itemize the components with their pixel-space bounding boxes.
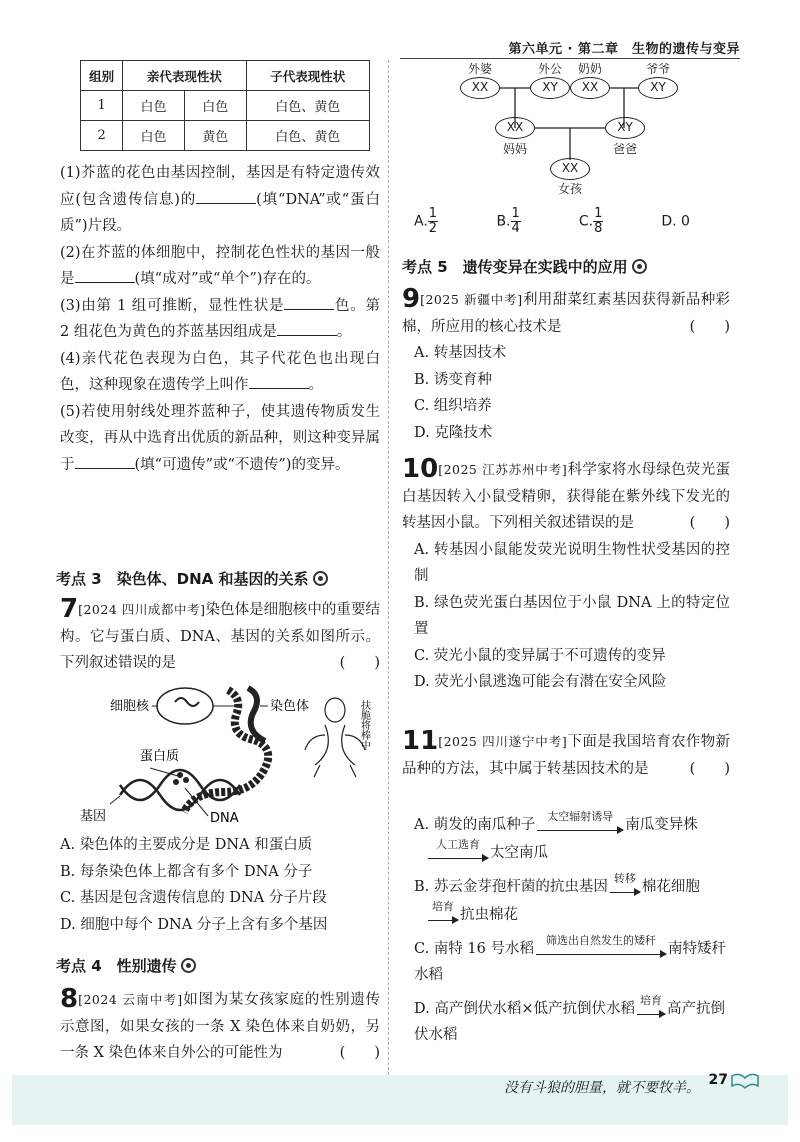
label-gene: 基因: [80, 809, 107, 824]
question-stem: 科学家将水母绿色荧光蛋白基因转入小鼠受精卵，获得能在紫外线下发光的转基因小鼠。下列相关叙述错误的是: [402, 462, 730, 531]
option-letter: D.: [661, 213, 677, 230]
question-8: [60, 986, 380, 1067]
question-7: [60, 596, 380, 677]
option-a[interactable]: A. 转基因技术: [414, 345, 507, 361]
arrow: [536, 934, 666, 962]
target-icon: [181, 958, 196, 973]
question-stem: 如图为某女孩家庭的性别遗传示意图，如果女孩的一条 X 染色体来自奶奶，另一条 X 染色体来自外公的可能性为: [60, 992, 381, 1061]
node-nvhai: XX: [550, 158, 590, 180]
option-text: 太空南瓜: [490, 845, 548, 861]
section-heading-3: [56, 568, 328, 589]
book-icon: [730, 1070, 760, 1090]
option-d[interactable]: D. 克隆技术: [414, 424, 493, 441]
option-c[interactable]: C. 荧光小鼠的变异属于不可遗传的变异: [414, 647, 666, 664]
question-stem: 利用甜菜红素基因获得新品种彩棉，所应用的核心技术是: [402, 292, 731, 335]
q6-p2-text-end: (填“成对”或“单个”)存在的。: [134, 271, 321, 287]
denominator: 8: [594, 221, 603, 236]
option-a[interactable]: [414, 810, 734, 866]
node-waigong: XY: [530, 77, 570, 99]
answer-blank[interactable]: [249, 375, 309, 389]
q6-part-5: [60, 399, 380, 479]
question-source: [2025 江苏苏州中考]: [438, 462, 568, 477]
target-icon: [632, 259, 647, 274]
section-heading-5: [402, 256, 647, 277]
cell-parent-1: 白色: [123, 121, 185, 151]
answer-blank[interactable]: [196, 190, 256, 204]
answer-paren[interactable]: ( ): [689, 760, 730, 777]
label-chromosome: 染色体: [270, 699, 310, 714]
q6-p1-text: (1)芥蓝的花色由基因控制，基因是有特定遗传效应(包含遗传信息)的: [60, 165, 380, 208]
label-waigong: 外公: [537, 62, 562, 76]
q6-p1-text-end: (填“DNA”或“蛋白质”)片段。: [60, 191, 380, 234]
arrow: [637, 994, 665, 1022]
stamp-text: 扶脆将棒中: [358, 700, 370, 750]
arrow-label: 人工选育: [436, 838, 480, 851]
protein-dot: [183, 777, 189, 783]
option-b[interactable]: B. 绿色荧光蛋白基因位于小鼠 DNA 上的特定位置: [414, 594, 730, 637]
table-header-child: 子代表现性状: [246, 61, 369, 91]
question-number: 10: [402, 454, 439, 484]
numerator: 1: [594, 206, 603, 221]
cell-child: 白色、黄色: [246, 121, 369, 151]
cartoon-doodle: [305, 698, 365, 777]
section-5-title: 考点 5 遗传变异在实践中的应用: [402, 258, 628, 276]
q6-part-4: [60, 346, 380, 399]
option-text: 抗虫棉花: [460, 907, 518, 923]
question-6-body: [60, 160, 380, 478]
question-9: [402, 286, 730, 446]
answer-paren[interactable]: ( ): [339, 655, 380, 671]
table-header-parent: 亲代表现性状: [123, 61, 246, 91]
option-d[interactable]: D. 荧光小鼠逃逸可能会有潜在安全风险: [414, 674, 667, 690]
label-waipo: 外婆: [467, 62, 492, 76]
protein-dot: [173, 779, 179, 785]
q6-p4-text-end: 。: [308, 377, 323, 393]
node-nainai: XX: [570, 77, 610, 99]
option-b[interactable]: [414, 872, 734, 928]
q6-p3-text-end: 。: [336, 324, 352, 340]
chromosome-figure: [80, 680, 390, 830]
label-nucleus: 细胞核: [110, 699, 150, 714]
table-header-group: 组别: [81, 61, 123, 91]
option-d[interactable]: [414, 994, 734, 1048]
section-3-title: 考点 3 染色体、DNA 和基因的关系: [56, 570, 309, 588]
option-text: 南特矮秆水稻: [414, 941, 726, 983]
label-baba: 爸爸: [612, 142, 637, 156]
arrow-label: 培育: [639, 994, 662, 1007]
option-a[interactable]: A. 染色体的主要成分是 DNA 和蛋白质: [60, 837, 313, 853]
cell-child: 白色、黄色: [246, 91, 369, 121]
option-b[interactable]: [496, 207, 574, 236]
q6-p5-text-end: (填“可遗传”或“不遗传”)的变异。: [134, 456, 350, 473]
option-text: B. 苏云金芽孢杆菌的抗虫基因: [414, 879, 608, 895]
node-mama: XX: [495, 117, 535, 139]
label-protein: 蛋白质: [140, 749, 180, 764]
arrow-label: 培育: [432, 900, 454, 913]
target-icon: [313, 571, 328, 586]
answer-paren[interactable]: ( ): [689, 318, 730, 335]
cell-group: 2: [81, 121, 123, 151]
option-text: D. 高产倒伏水稻×低产抗倒伏水稻: [414, 1001, 635, 1017]
question-stem: 下面是我国培育农作物新品种的方法，其中属于转基因技术的是: [402, 734, 730, 777]
option-text: 0: [681, 213, 690, 230]
section-heading-4: [56, 955, 196, 976]
q6-part-2: [60, 240, 380, 293]
option-c[interactable]: [414, 934, 734, 988]
answer-blank[interactable]: [75, 269, 135, 283]
cell-parent-1: 白色: [123, 91, 185, 121]
question-number: 9: [402, 284, 421, 314]
label-dna: DNA: [210, 811, 239, 826]
node-waipo: XX: [460, 77, 500, 99]
denominator: 2: [428, 221, 438, 236]
option-b[interactable]: B. 诱变育种: [414, 371, 492, 388]
arrow-label: 筛选出自然发生的矮秆: [545, 934, 656, 947]
trait-table: [80, 60, 370, 151]
question-number: 7: [60, 594, 79, 624]
question-source: [2025 四川遂宁中考]: [438, 734, 568, 749]
question-10: [402, 456, 730, 696]
numerator: 1: [511, 206, 520, 221]
fraction: [511, 207, 521, 236]
q6-p5-text: (5)若使用射线处理芥蓝种子，使其遗传物质发生改变，再从中选育出优质的新品种，则这种变异属于: [60, 403, 380, 473]
arrow: [610, 872, 640, 900]
q6-p3-text: (3)由第 1 组可推断，显性性状是: [60, 297, 285, 314]
arrow-label: 转移: [613, 872, 636, 885]
label-mama: 妈妈: [502, 142, 527, 156]
question-source: [2025 新疆中考]: [420, 292, 523, 307]
option-b[interactable]: B. 每条染色体上都含有多个 DNA 分子: [60, 863, 313, 880]
fraction: [593, 207, 603, 236]
nucleus-chromatin: [175, 698, 199, 706]
cell-group: 1: [81, 91, 123, 121]
arrow: [537, 810, 623, 838]
q6-p4-text: (4)亲代花色表现为白色，其子代花色也出现白色，这种现象在遗传学上叫作: [60, 350, 380, 393]
page-number: 27: [708, 1072, 728, 1088]
option-text: C. 南特 16 号水稻: [414, 941, 534, 957]
option-text: 棉花细胞: [641, 879, 700, 895]
table-row: [81, 121, 370, 151]
protein-dot: [177, 772, 183, 778]
q6-p2-text: (2)在芥蓝的体细胞中，控制花色性状的基因一般是: [60, 244, 380, 287]
pointer-line: [110, 796, 120, 804]
q8-options: [414, 207, 734, 236]
chromosome-arm: [248, 688, 265, 741]
q6-part-1: [60, 160, 380, 240]
footer-motto: 没有斗狼的胆量，就不要牧羊。: [504, 1080, 700, 1096]
option-text: 南瓜变异株: [625, 817, 698, 833]
label-nvhai: 女孩: [557, 182, 582, 196]
q6-p3-text-mid: 色。第 2 组花色为黄色的芥蓝基因组成是: [60, 297, 381, 340]
option-d[interactable]: D. 细胞中每个 DNA 分子上含有多个基因: [60, 916, 328, 933]
option-text: A. 萌发的南瓜种子: [414, 817, 536, 833]
page-header: 第六单元 · 第二章 生物的遗传与变异: [508, 42, 740, 57]
q7-options: [60, 832, 380, 938]
arrow-label: 太空辐射诱导: [547, 810, 614, 823]
option-a[interactable]: A. 转基因小鼠能发荧光说明生物性状受基因的控制: [414, 541, 730, 584]
answer-paren[interactable]: ( ): [689, 515, 730, 531]
answer-blank[interactable]: [75, 455, 135, 469]
nucleus-shape: [157, 688, 213, 724]
header-divider: [400, 58, 740, 59]
option-c[interactable]: [579, 207, 657, 236]
fraction: [428, 207, 438, 236]
cell-parent-2: 白色: [184, 91, 246, 121]
cell-parent-2: 黄色: [184, 121, 246, 151]
family-tree: [460, 60, 720, 200]
node-yeye: XY: [638, 77, 678, 99]
question-stem: 染色体是细胞核中的重要结构。它与蛋白质、DNA、基因的关系如图所示。下列叙述错误的是: [60, 602, 380, 671]
question-source: [2024 云南中考]: [78, 992, 183, 1007]
answer-blank[interactable]: [284, 296, 334, 310]
answer-blank[interactable]: [277, 322, 337, 336]
option-letter: A.: [414, 213, 428, 230]
question-11: [402, 728, 730, 782]
option-c[interactable]: C. 组织培养: [414, 398, 492, 414]
q6-part-3: [60, 293, 380, 346]
answer-paren[interactable]: ( ): [339, 1045, 380, 1061]
table-header-row: [81, 61, 370, 91]
q11-options: [414, 810, 734, 1048]
option-letter: C.: [578, 213, 594, 230]
option-c[interactable]: C. 基因是包含遗传信息的 DNA 分子片段: [60, 890, 327, 906]
column-divider: [388, 60, 389, 1080]
question-source: [2024 四川成都中考]: [78, 602, 206, 617]
table-row: [81, 91, 370, 121]
arrow: [428, 838, 488, 866]
denominator: 4: [511, 221, 520, 236]
node-baba: XY: [605, 117, 645, 139]
option-d[interactable]: [661, 214, 690, 230]
numerator: 1: [428, 206, 438, 221]
option-text: 高产抗倒伏水稻: [414, 1001, 725, 1043]
label-yeye: 爷爷: [645, 62, 670, 76]
arrow: [428, 900, 458, 928]
question-number: 8: [60, 984, 79, 1014]
option-a[interactable]: [414, 207, 492, 236]
label-nainai: 奶奶: [577, 62, 602, 76]
option-letter: B.: [496, 213, 511, 230]
section-4-title: 考点 4 性别遗传: [56, 957, 177, 975]
question-number: 11: [402, 726, 439, 756]
